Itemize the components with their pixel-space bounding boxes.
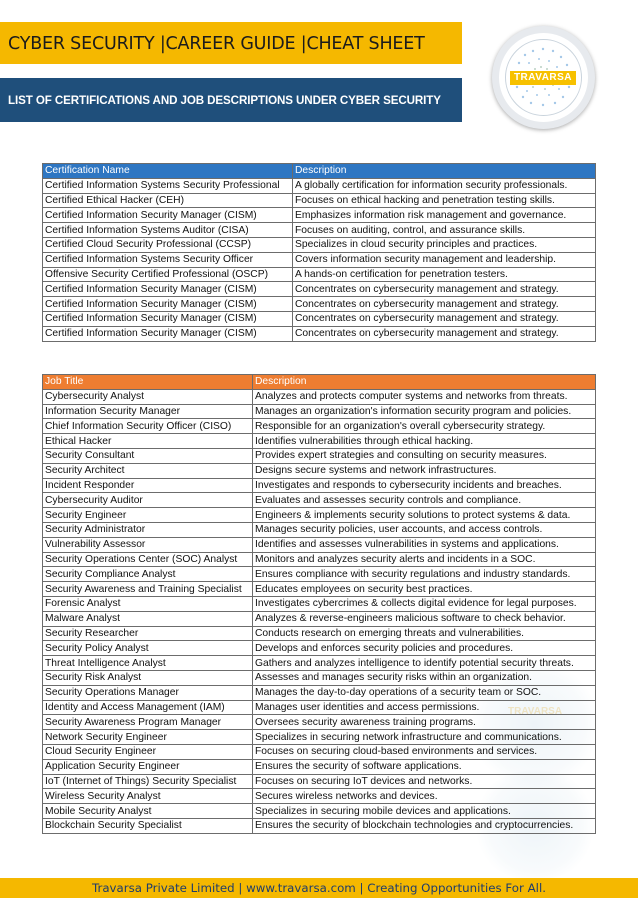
table-row [43,193,596,208]
description-cell: Investigates and responds to cybersecurity incidents and breaches. [253,478,596,493]
description-cell: Ensures the security of software applications. [253,759,596,774]
name-cell: Security Compliance Analyst [43,567,253,582]
description-cell: Focuses on securing IoT devices and networks. [253,774,596,789]
name-cell: Security Awareness and Training Specialist [43,582,253,597]
table-row [43,641,596,656]
description-cell: Oversees security awareness training programs. [253,715,596,730]
table-row [43,744,596,759]
table-row [43,463,596,478]
name-cell: Incident Responder [43,478,253,493]
certifications-table [42,163,596,342]
description-cell: Specializes in securing mobile devices and applications. [253,804,596,819]
table-row [43,508,596,523]
table-row [43,223,596,238]
description-cell: Conducts research on emerging threats and vulnerabilities. [253,626,596,641]
table-row [43,311,596,326]
table-row [43,252,596,267]
description-cell: Concentrates on cybersecurity management and strategy. [293,326,596,341]
description-cell: Manages user identities and access permissions. [253,700,596,715]
name-cell: Cybersecurity Analyst [43,389,253,404]
name-cell: Security Operations Center (SOC) Analyst [43,552,253,567]
description-cell: A hands-on certification for penetration testers. [293,267,596,282]
name-cell: Application Security Engineer [43,759,253,774]
description-cell: Covers information security management and leadership. [293,252,596,267]
name-cell: Security Operations Manager [43,685,253,700]
description-cell: Identifies vulnerabilities through ethical hacking. [253,434,596,449]
table-row [43,448,596,463]
page-title: CYBER SECURITY |CAREER GUIDE |CHEAT SHEET [8,34,425,54]
description-cell: Evaluates and assesses security controls and compliance. [253,493,596,508]
name-cell: Security Consultant [43,448,253,463]
name-cell: Identity and Access Management (IAM) [43,700,253,715]
name-cell: Certified Ethical Hacker (CEH) [43,193,293,208]
table-row [43,178,596,193]
name-cell: Certified Information Systems Auditor (CISA) [43,223,293,238]
table-row [43,804,596,819]
table-row [43,715,596,730]
description-cell: Concentrates on cybersecurity management and strategy. [293,311,596,326]
description-cell: Secures wireless networks and devices. [253,789,596,804]
name-cell: Security Risk Analyst [43,670,253,685]
table-row [43,582,596,597]
table-row [43,522,596,537]
name-cell: Certified Information Systems Security Officer [43,252,293,267]
description-cell: Concentrates on cybersecurity management and strategy. [293,282,596,297]
name-cell: Mobile Security Analyst [43,804,253,819]
table-row [43,730,596,745]
table-row [43,596,596,611]
table-row [43,552,596,567]
table-row [43,326,596,341]
name-cell: Offensive Security Certified Professional (OSCP) [43,267,293,282]
table-header-row [43,375,596,390]
name-cell: Certified Information Security Manager (CISM) [43,208,293,223]
table-row [43,404,596,419]
table-row [43,626,596,641]
name-cell: Network Security Engineer [43,730,253,745]
name-cell: Security Awareness Program Manager [43,715,253,730]
description-cell: Investigates cybercrimes & collects digital evidence for legal purposes. [253,596,596,611]
description-cell: Specializes in cloud security principles and practices. [293,237,596,252]
name-cell: Wireless Security Analyst [43,789,253,804]
table-row [43,818,596,833]
name-cell: Security Researcher [43,626,253,641]
description-cell: Ensures the security of blockchain technologies and cryptocurrencies. [253,818,596,833]
table-row [43,759,596,774]
description-cell: Specializes in securing network infrastructure and communications. [253,730,596,745]
description-cell: Manages the day-to-day operations of a security team or SOC. [253,685,596,700]
description-cell: Focuses on securing cloud-based environments and services. [253,744,596,759]
name-cell: Malware Analyst [43,611,253,626]
description-cell: Educates employees on security best practices. [253,582,596,597]
name-cell: Certified Information Systems Security Professional [43,178,293,193]
name-cell: Information Security Manager [43,404,253,419]
column-header: Certification Name [43,164,293,179]
table-row [43,297,596,312]
description-cell: Focuses on ethical hacking and penetration testing skills. [293,193,596,208]
name-cell: Certified Cloud Security Professional (CCSP) [43,237,293,252]
name-cell: Security Policy Analyst [43,641,253,656]
table-row [43,478,596,493]
name-cell: Security Administrator [43,522,253,537]
table-row [43,237,596,252]
table-row [43,493,596,508]
table-row [43,208,596,223]
table-row [43,700,596,715]
column-header: Job Title [43,375,253,390]
name-cell: Cloud Security Engineer [43,744,253,759]
name-cell: Threat Intelligence Analyst [43,656,253,671]
description-cell: Emphasizes information risk management and governance. [293,208,596,223]
description-cell: Gathers and analyzes intelligence to identify potential security threats. [253,656,596,671]
description-cell: A globally certification for information security professionals. [293,178,596,193]
table-row [43,419,596,434]
description-cell: Identifies and assesses vulnerabilities in systems and applications. [253,537,596,552]
description-cell: Manages security policies, user accounts, and access controls. [253,522,596,537]
name-cell: Cybersecurity Auditor [43,493,253,508]
name-cell: IoT (Internet of Things) Security Specialist [43,774,253,789]
description-cell: Responsible for an organization's overall cybersecurity strategy. [253,419,596,434]
description-cell: Engineers & implements security solutions to protect systems & data. [253,508,596,523]
name-cell: Certified Information Security Manager (CISM) [43,282,293,297]
description-cell: Manages an organization's information security program and policies. [253,404,596,419]
table-row [43,389,596,404]
description-cell: Develops and enforces security policies and procedures. [253,641,596,656]
table-row [43,567,596,582]
name-cell: Security Engineer [43,508,253,523]
description-cell: Analyzes & reverse-engineers malicious software to check behavior. [253,611,596,626]
description-cell: Analyzes and protects computer systems and networks from threats. [253,389,596,404]
name-cell: Certified Information Security Manager (CISM) [43,311,293,326]
name-cell: Forensic Analyst [43,596,253,611]
table-row [43,267,596,282]
table-row [43,537,596,552]
table-row [43,611,596,626]
description-cell: Assesses and manages security risks within an organization. [253,670,596,685]
description-cell: Concentrates on cybersecurity management and strategy. [293,297,596,312]
name-cell: Chief Information Security Officer (CISO) [43,419,253,434]
table-row [43,774,596,789]
description-cell: Ensures compliance with security regulations and industry standards. [253,567,596,582]
table-row [43,685,596,700]
name-cell: Ethical Hacker [43,434,253,449]
description-cell: Monitors and analyzes security alerts and incidents in a SOC. [253,552,596,567]
column-header: Description [293,164,596,179]
logo-wordmark: TRAVARSA [510,71,576,85]
name-cell: Blockchain Security Specialist [43,818,253,833]
name-cell: Certified Information Security Manager (CISM) [43,297,293,312]
table-row [43,670,596,685]
table-row [43,789,596,804]
name-cell: Security Architect [43,463,253,478]
table-row [43,656,596,671]
table-row [43,434,596,449]
description-cell: Designs secure systems and network infrastructures. [253,463,596,478]
page-subtitle: LIST OF CERTIFICATIONS AND JOB DESCRIPTIONS UNDER CYBER SECURITY [8,94,441,107]
description-cell: Focuses on auditing, control, and assurance skills. [293,223,596,238]
watermark-logo: TRAVARSA [508,706,563,717]
table-header-row [43,164,596,179]
footer-text: Travarsa Private Limited | www.travarsa.com | Creating Opportunities For All. [92,881,546,895]
name-cell: Certified Information Security Manager (CISM) [43,326,293,341]
name-cell: Vulnerability Assessor [43,537,253,552]
description-cell: Provides expert strategies and consulting on security measures. [253,448,596,463]
column-header: Description [253,375,596,390]
jobs-table [42,374,596,834]
table-row [43,282,596,297]
